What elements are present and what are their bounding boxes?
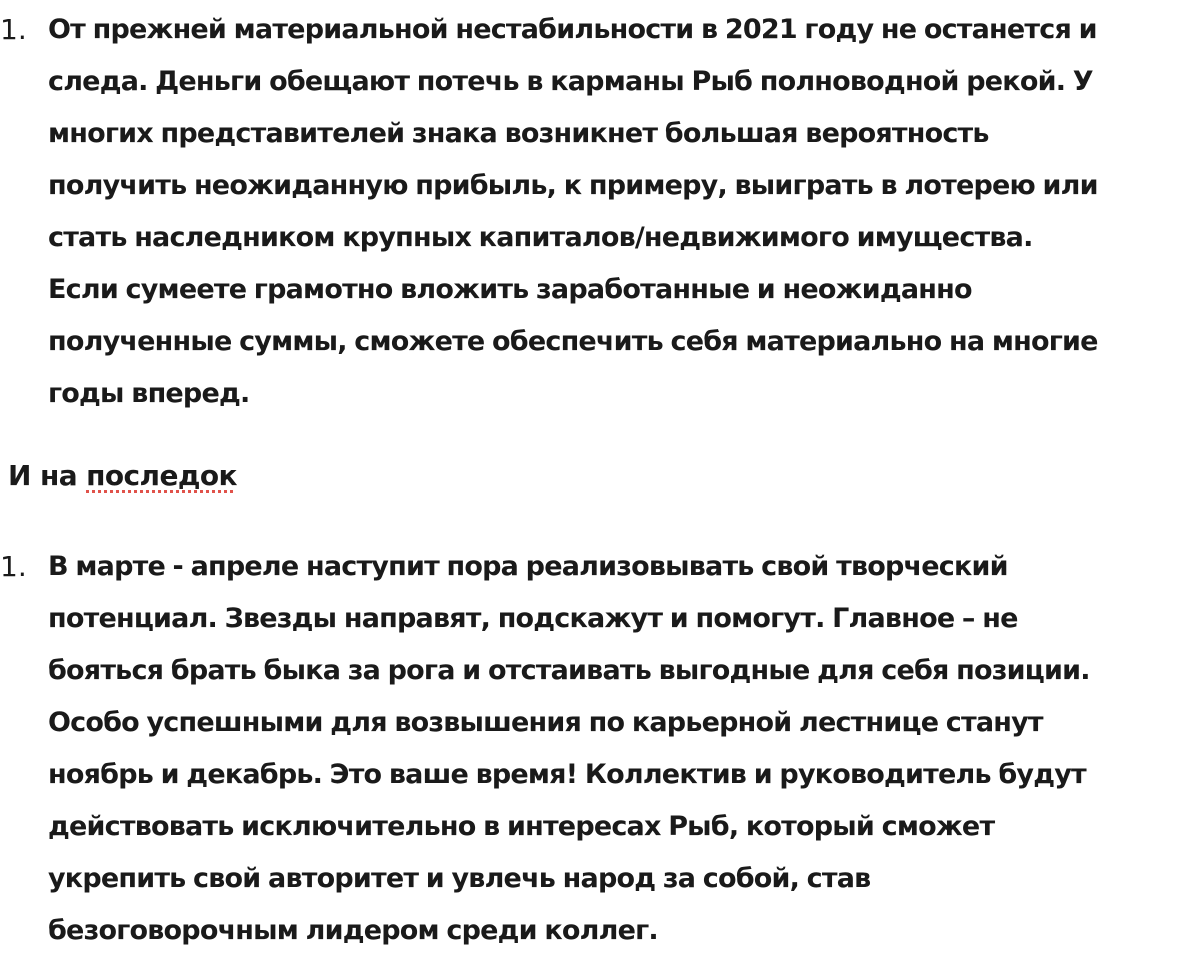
list-item-text xyxy=(48,541,1190,957)
text-line: полученные суммы, сможете обеспечить себя материально на многие xyxy=(48,326,1098,357)
text-line: Если сумеете грамотно вложить заработанные и неожиданно xyxy=(48,274,972,305)
text-line: бояться брать быка за рога и отстаивать выгодные для себя позиции. xyxy=(48,655,1090,686)
text-line: получить неожиданную прибыль, к примеру, выиграть в лотерею или xyxy=(48,170,1098,201)
text-line: укрепить свой авторитет и увлечь народ за собой, став xyxy=(48,863,871,894)
list-item-number: 1. xyxy=(0,550,27,583)
heading-prefix: И на xyxy=(8,459,87,492)
text-line: годы вперед. xyxy=(48,378,250,409)
text-line: действовать исключительно в интересах Рыб, который сможет xyxy=(48,811,995,842)
text-line: От прежней материальной нестабильности в 2021 году не останется и xyxy=(48,14,1097,45)
text-line: стать наследником крупных капиталов/недвижимого имущества. xyxy=(48,222,1033,253)
list-item xyxy=(0,541,1200,957)
list-item-number: 1. xyxy=(0,13,27,46)
text-line: следа. Деньги обещают потечь в карманы Рыб полноводной рекой. У xyxy=(48,66,1093,97)
list-item-text xyxy=(48,4,1190,420)
section-heading xyxy=(8,450,237,502)
text-line: Особо успешными для возвышения по карьерной лестнице станут xyxy=(48,707,1043,738)
text-line: ноябрь и декабрь. Это ваше время! Коллектив и руководитель будут xyxy=(48,759,1086,790)
misspelled-word[interactable]: последок xyxy=(86,459,237,492)
text-line: В марте - апреле наступит пора реализовывать свой творческий xyxy=(48,551,1008,582)
text-line: потенциал. Звезды направят, подскажут и помогут. Главное – не xyxy=(48,603,1018,634)
text-line: многих представителей знака возникнет большая вероятность xyxy=(48,118,989,149)
list-item xyxy=(0,4,1200,420)
text-line: безоговорочным лидером среди коллег. xyxy=(48,915,658,946)
